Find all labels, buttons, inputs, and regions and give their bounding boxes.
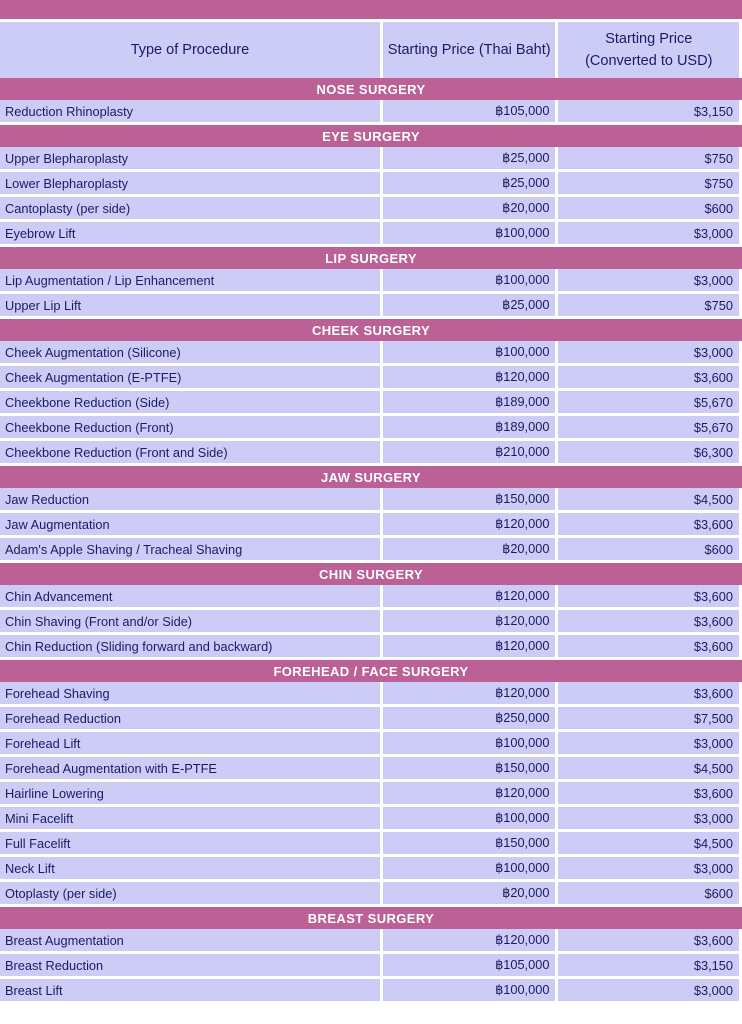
table-row bbox=[0, 732, 742, 757]
section-header-row: CHEEK SURGERY bbox=[0, 319, 742, 341]
cell-procedure-name: Upper Blepharoplasty bbox=[0, 147, 380, 169]
cell-price-thb: ฿120,000 bbox=[383, 513, 556, 535]
cell-price-thb: ฿20,000 bbox=[383, 882, 556, 904]
cell-price-usd: $3,600 bbox=[558, 585, 739, 607]
cell-procedure-name: Cheek Augmentation (Silicone) bbox=[0, 341, 380, 363]
cell-price-usd: $600 bbox=[558, 882, 739, 904]
table-row bbox=[0, 100, 742, 125]
cell-procedure-name: Jaw Reduction bbox=[0, 488, 380, 510]
cell-price-usd: $3,600 bbox=[558, 782, 739, 804]
table-row bbox=[0, 635, 742, 660]
top-decorative-band bbox=[0, 0, 742, 19]
cell-procedure-name: Reduction Rhinoplasty bbox=[0, 100, 380, 122]
cell-price-thb: ฿20,000 bbox=[383, 197, 556, 219]
cell-procedure-name: Chin Advancement bbox=[0, 585, 380, 607]
cell-procedure-name: Neck Lift bbox=[0, 857, 380, 879]
cell-procedure-name: Mini Facelift bbox=[0, 807, 380, 829]
cell-price-thb: ฿100,000 bbox=[383, 979, 556, 1001]
cell-procedure-name: Lower Blepharoplasty bbox=[0, 172, 380, 194]
table-row bbox=[0, 391, 742, 416]
table-row bbox=[0, 782, 742, 807]
cell-procedure-name: Cheek Augmentation (E-PTFE) bbox=[0, 366, 380, 388]
table-row bbox=[0, 882, 742, 907]
cell-price-thb: ฿105,000 bbox=[383, 100, 556, 122]
cell-price-thb: ฿120,000 bbox=[383, 929, 556, 951]
cell-price-thb: ฿210,000 bbox=[383, 441, 556, 463]
table-row bbox=[0, 147, 742, 172]
table-row bbox=[0, 488, 742, 513]
table-row bbox=[0, 172, 742, 197]
cell-price-thb: ฿20,000 bbox=[383, 538, 556, 560]
table-row bbox=[0, 441, 742, 466]
cell-price-thb: ฿250,000 bbox=[383, 707, 556, 729]
table-row bbox=[0, 197, 742, 222]
cell-price-usd: $5,670 bbox=[558, 391, 739, 413]
cell-procedure-name: Cheekbone Reduction (Side) bbox=[0, 391, 380, 413]
cell-procedure-name: Jaw Augmentation bbox=[0, 513, 380, 535]
cell-procedure-name: Forehead Shaving bbox=[0, 682, 380, 704]
table-row bbox=[0, 807, 742, 832]
table-row bbox=[0, 757, 742, 782]
cell-procedure-name: Breast Reduction bbox=[0, 954, 380, 976]
cell-price-usd: $3,600 bbox=[558, 682, 739, 704]
cell-procedure-name: Adam's Apple Shaving / Tracheal Shaving bbox=[0, 538, 380, 560]
cell-price-thb: ฿120,000 bbox=[383, 682, 556, 704]
table-row bbox=[0, 610, 742, 635]
table-row bbox=[0, 832, 742, 857]
cell-price-usd: $3,000 bbox=[558, 222, 739, 244]
cell-price-thb: ฿120,000 bbox=[383, 366, 556, 388]
cell-price-usd: $3,600 bbox=[558, 635, 739, 657]
cell-price-usd: $3,600 bbox=[558, 929, 739, 951]
cell-price-thb: ฿100,000 bbox=[383, 341, 556, 363]
cell-price-thb: ฿100,000 bbox=[383, 732, 556, 754]
column-header-usd bbox=[558, 22, 739, 78]
cell-price-usd: $4,500 bbox=[558, 757, 739, 779]
cell-price-thb: ฿120,000 bbox=[383, 585, 556, 607]
cell-price-usd: $750 bbox=[558, 172, 739, 194]
cell-price-thb: ฿25,000 bbox=[383, 172, 556, 194]
cell-price-usd: $600 bbox=[558, 538, 739, 560]
table-row bbox=[0, 682, 742, 707]
cell-procedure-name: Forehead Reduction bbox=[0, 707, 380, 729]
section-header-row: LIP SURGERY bbox=[0, 247, 742, 269]
table-row bbox=[0, 269, 742, 294]
cell-price-thb: ฿150,000 bbox=[383, 757, 556, 779]
table-header-row bbox=[0, 22, 742, 78]
column-header-usd-line2: (Converted to USD) bbox=[585, 53, 713, 69]
table-row bbox=[0, 341, 742, 366]
cell-price-thb: ฿105,000 bbox=[383, 954, 556, 976]
cell-price-thb: ฿100,000 bbox=[383, 222, 556, 244]
cell-price-thb: ฿150,000 bbox=[383, 832, 556, 854]
cell-price-usd: $3,000 bbox=[558, 269, 739, 291]
table-row bbox=[0, 857, 742, 882]
cell-price-thb: ฿25,000 bbox=[383, 294, 556, 316]
table-row bbox=[0, 366, 742, 391]
cell-price-usd: $4,500 bbox=[558, 832, 739, 854]
table-row bbox=[0, 538, 742, 563]
table-row bbox=[0, 954, 742, 979]
cell-procedure-name: Hairline Lowering bbox=[0, 782, 380, 804]
cell-price-usd: $3,000 bbox=[558, 341, 739, 363]
column-header-usd-line1: Starting Price bbox=[605, 30, 693, 47]
cell-procedure-name: Breast Augmentation bbox=[0, 929, 380, 951]
cell-price-usd: $6,300 bbox=[558, 441, 739, 463]
column-header-thb: Starting Price (Thai Baht) bbox=[383, 22, 556, 78]
section-header-row: EYE SURGERY bbox=[0, 125, 742, 147]
section-header-row: NOSE SURGERY bbox=[0, 78, 742, 100]
cell-procedure-name: Chin Shaving (Front and/or Side) bbox=[0, 610, 380, 632]
cell-price-usd: $3,150 bbox=[558, 954, 739, 976]
cell-procedure-name: Cantoplasty (per side) bbox=[0, 197, 380, 219]
cell-price-usd: $3,600 bbox=[558, 610, 739, 632]
cell-procedure-name: Cheekbone Reduction (Front and Side) bbox=[0, 441, 380, 463]
cell-price-usd: $3,000 bbox=[558, 732, 739, 754]
cell-price-thb: ฿25,000 bbox=[383, 147, 556, 169]
cell-procedure-name: Cheekbone Reduction (Front) bbox=[0, 416, 380, 438]
table-row bbox=[0, 707, 742, 732]
cell-price-usd: $3,150 bbox=[558, 100, 739, 122]
cell-price-thb: ฿100,000 bbox=[383, 269, 556, 291]
cell-price-thb: ฿100,000 bbox=[383, 857, 556, 879]
table-row bbox=[0, 979, 742, 1004]
cell-procedure-name: Upper Lip Lift bbox=[0, 294, 380, 316]
cell-price-thb: ฿100,000 bbox=[383, 807, 556, 829]
cell-price-usd: $750 bbox=[558, 294, 739, 316]
table-row bbox=[0, 585, 742, 610]
cell-procedure-name: Forehead Augmentation with E-PTFE bbox=[0, 757, 380, 779]
cell-price-thb: ฿120,000 bbox=[383, 782, 556, 804]
cell-procedure-name: Full Facelift bbox=[0, 832, 380, 854]
cell-procedure-name: Otoplasty (per side) bbox=[0, 882, 380, 904]
cell-price-thb: ฿189,000 bbox=[383, 416, 556, 438]
section-header-row: JAW SURGERY bbox=[0, 466, 742, 488]
table-row bbox=[0, 294, 742, 319]
cell-price-usd: $3,600 bbox=[558, 366, 739, 388]
cell-procedure-name: Lip Augmentation / Lip Enhancement bbox=[0, 269, 380, 291]
cell-procedure-name: Breast Lift bbox=[0, 979, 380, 1001]
table-row bbox=[0, 929, 742, 954]
cell-procedure-name: Chin Reduction (Sliding forward and backward) bbox=[0, 635, 380, 657]
table-row bbox=[0, 222, 742, 247]
section-header-row: CHIN SURGERY bbox=[0, 563, 742, 585]
cell-price-usd: $3,000 bbox=[558, 857, 739, 879]
cell-price-thb: ฿189,000 bbox=[383, 391, 556, 413]
table-row bbox=[0, 416, 742, 441]
cell-price-thb: ฿150,000 bbox=[383, 488, 556, 510]
table-row bbox=[0, 513, 742, 538]
cell-price-usd: $3,000 bbox=[558, 979, 739, 1001]
cell-price-thb: ฿120,000 bbox=[383, 635, 556, 657]
cell-price-usd: $750 bbox=[558, 147, 739, 169]
cell-price-usd: $7,500 bbox=[558, 707, 739, 729]
column-header-procedure: Type of Procedure bbox=[0, 22, 380, 78]
cell-price-usd: $4,500 bbox=[558, 488, 739, 510]
cell-procedure-name: Forehead Lift bbox=[0, 732, 380, 754]
cell-price-thb: ฿120,000 bbox=[383, 610, 556, 632]
cell-price-usd: $3,600 bbox=[558, 513, 739, 535]
cell-price-usd: $600 bbox=[558, 197, 739, 219]
section-header-row: FOREHEAD / FACE SURGERY bbox=[0, 660, 742, 682]
section-header-row: BREAST SURGERY bbox=[0, 907, 742, 929]
table-body bbox=[0, 78, 742, 1004]
cell-price-usd: $5,670 bbox=[558, 416, 739, 438]
cell-price-usd: $3,000 bbox=[558, 807, 739, 829]
cell-procedure-name: Eyebrow Lift bbox=[0, 222, 380, 244]
